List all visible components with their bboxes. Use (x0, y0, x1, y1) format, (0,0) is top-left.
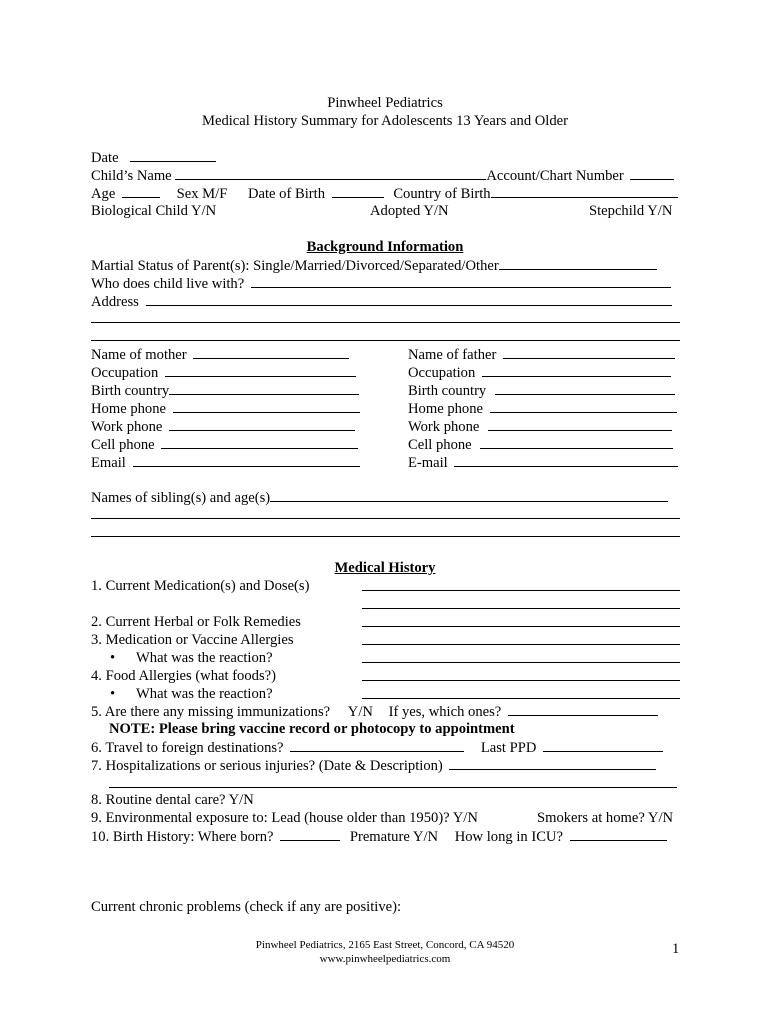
father-name-field[interactable] (503, 345, 675, 359)
date-row (91, 148, 680, 166)
background-heading: Background Information (306, 239, 464, 255)
sex-label: Sex M/F (176, 186, 228, 202)
vaccine-note: NOTE: Please bring vaccine record or photocopy to appointment (109, 721, 515, 737)
q9-label[interactable]: 9. Environmental exposure to: Lead (house older than 1950)? Y/N (91, 810, 478, 826)
age-row (91, 184, 680, 202)
q4-reaction-row (110, 685, 273, 703)
mother-cell-phone-label: Cell phone (91, 437, 155, 453)
q9-smokers-label[interactable]: Smokers at home? Y/N (537, 810, 674, 826)
footer-address: Pinwheel Pediatrics, 2165 East Street, Concord, CA 94520 (255, 939, 515, 951)
father-name-label: Name of father (408, 347, 497, 363)
age-label: Age (91, 186, 116, 202)
q3-field[interactable] (362, 631, 680, 645)
mother-home-phone-label: Home phone (91, 401, 166, 417)
q3-label: 3. Medication or Vaccine Allergies (91, 632, 294, 648)
date-label: Date (91, 150, 119, 166)
q6-field[interactable] (290, 738, 464, 752)
siblings-line-3[interactable] (91, 536, 680, 537)
account-field[interactable] (630, 166, 674, 180)
father-work-phone-label: Work phone (408, 419, 480, 435)
account-label: Account/Chart Number (486, 168, 624, 184)
mother-occupation-label: Occupation (91, 365, 159, 381)
form-title: Medical History Summary for Adolescents 13 Years and Older (202, 113, 568, 129)
q10-row (91, 827, 680, 845)
page-number: 1 (672, 941, 680, 957)
marital-field[interactable] (499, 256, 657, 270)
mother-cell-phone-field[interactable] (161, 435, 358, 449)
q6-ppd-label: Last PPD (480, 740, 537, 756)
q1-field-2[interactable] (362, 595, 680, 609)
child-name-field[interactable] (175, 166, 486, 180)
father-email-field[interactable] (454, 453, 678, 467)
q5-which-label: If yes, which ones? (388, 704, 502, 720)
father-email-label: E-mail (408, 455, 448, 471)
dob-field[interactable] (332, 184, 384, 198)
q10-icu-field[interactable] (570, 827, 667, 841)
father-name-row (408, 345, 675, 364)
father-birth-country-label: Birth country (408, 383, 487, 399)
footer-website[interactable]: www.pinwheelpediatrics.com (319, 953, 451, 965)
father-birth-country-row (408, 381, 675, 400)
address-line-2[interactable] (91, 322, 680, 323)
q10-where-field[interactable] (280, 827, 340, 841)
father-cell-phone-label: Cell phone (408, 437, 472, 453)
org-name: Pinwheel Pediatrics (327, 95, 443, 111)
mother-work-phone-row (91, 417, 355, 436)
address-label: Address (91, 294, 139, 310)
stepchild-label[interactable]: Stepchild Y/N (589, 203, 673, 219)
mother-home-phone-field[interactable] (173, 399, 360, 413)
mother-name-row (91, 345, 349, 364)
q3-reaction-label: What was the reaction? (136, 650, 273, 666)
date-field[interactable] (130, 148, 216, 162)
q7-field[interactable] (449, 756, 656, 770)
father-home-phone-row (408, 399, 677, 418)
marital-label: Martial Status of Parent(s): Single/Married/Divorced/Separated/Other (91, 258, 499, 274)
q5-label: 5. Are there any missing immunizations? (91, 704, 331, 720)
mother-occupation-row (91, 363, 356, 382)
child-name-label: Child’s Name (91, 168, 172, 184)
mother-birth-country-label: Birth country (91, 383, 170, 399)
father-work-phone-row (408, 417, 672, 436)
country-label: Country of Birth (393, 186, 491, 202)
father-cell-phone-field[interactable] (480, 435, 673, 449)
q4-label: 4. Food Allergies (what foods?) (91, 668, 276, 684)
q3-reaction-field[interactable] (362, 649, 680, 663)
chronic-label: Current chronic problems (check if any are positive): (91, 899, 402, 915)
mother-home-phone-row (91, 399, 360, 418)
father-occupation-field[interactable] (482, 363, 671, 377)
father-occupation-row (408, 363, 671, 382)
q7-field-2[interactable] (109, 774, 677, 788)
q5-row (91, 702, 680, 720)
q10-label: 10. Birth History: Where born? (91, 829, 274, 845)
father-home-phone-field[interactable] (490, 399, 677, 413)
siblings-field[interactable] (270, 488, 668, 502)
q1-label: 1. Current Medication(s) and Dose(s) (91, 578, 310, 594)
q10-premature[interactable]: Premature Y/N (349, 829, 439, 845)
mother-work-phone-label: Work phone (91, 419, 163, 435)
mother-email-field[interactable] (133, 453, 360, 467)
q5-yn[interactable]: Y/N (347, 704, 373, 720)
q4-reaction-field[interactable] (362, 685, 680, 699)
mother-email-row (91, 453, 360, 472)
q6-row (91, 738, 680, 756)
q7-label: 7. Hospitalizations or serious injuries? (Date & Description) (91, 758, 443, 774)
q4-reaction-label: What was the reaction? (136, 686, 273, 702)
q7-row (91, 756, 680, 774)
child-name-row (91, 166, 680, 184)
age-field[interactable] (122, 184, 160, 198)
q1-field[interactable] (362, 577, 680, 591)
father-work-phone-field[interactable] (488, 417, 672, 431)
q10-icu-label: How long in ICU? (454, 829, 563, 845)
mother-email-label: Email (91, 455, 126, 471)
address-line-3[interactable] (91, 340, 680, 341)
q4-field[interactable] (362, 667, 680, 681)
mother-occupation-field[interactable] (165, 363, 356, 377)
mother-birth-country-field[interactable] (169, 381, 359, 395)
biological-label[interactable]: Biological Child Y/N (91, 203, 217, 219)
q5-which-field[interactable] (508, 702, 658, 716)
lives-with-row (91, 274, 680, 292)
father-email-row (408, 453, 678, 472)
q3-reaction-row (110, 649, 273, 667)
q6-label: 6. Travel to foreign destinations? (91, 740, 284, 756)
father-cell-phone-row (408, 435, 673, 454)
father-birth-country-field[interactable] (495, 381, 675, 395)
siblings-line-2[interactable] (91, 518, 680, 519)
address-field[interactable] (146, 292, 672, 306)
dob-label: Date of Birth (247, 186, 325, 202)
bullet-icon: • (110, 686, 116, 702)
mother-name-field[interactable] (193, 345, 349, 359)
siblings-row (91, 488, 680, 506)
siblings-label: Names of sibling(s) and age(s) (91, 490, 271, 506)
medical-heading: Medical History (334, 560, 436, 576)
marital-row (91, 256, 680, 274)
q2-field[interactable] (362, 613, 680, 627)
father-home-phone-label: Home phone (408, 401, 483, 417)
address-row (91, 292, 680, 310)
adopted-label[interactable]: Adopted Y/N (370, 203, 449, 219)
mother-birth-country-row (91, 381, 359, 400)
q8-label[interactable]: 8. Routine dental care? Y/N (91, 792, 254, 808)
mother-work-phone-field[interactable] (169, 417, 355, 431)
father-occupation-label: Occupation (408, 365, 476, 381)
country-field[interactable] (491, 184, 678, 198)
mother-cell-phone-row (91, 435, 358, 454)
q6-ppd-field[interactable] (543, 738, 663, 752)
mother-name-label: Name of mother (91, 347, 187, 363)
lives-with-field[interactable] (251, 274, 671, 288)
q2-label: 2. Current Herbal or Folk Remedies (91, 614, 301, 630)
bullet-icon: • (110, 650, 116, 666)
lives-with-label: Who does child live with? (91, 276, 245, 292)
